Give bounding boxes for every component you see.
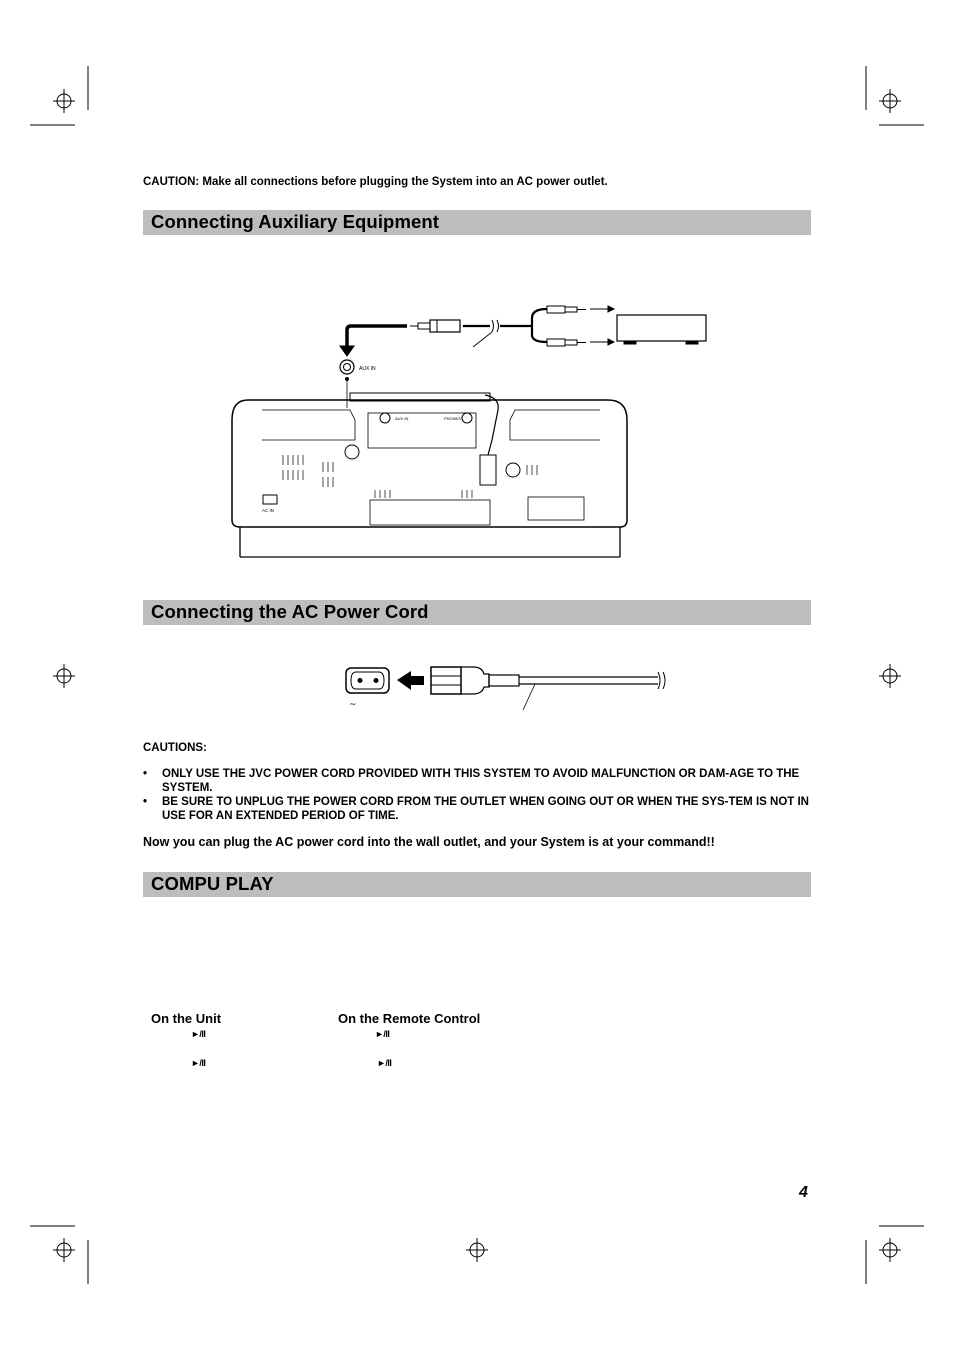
- aux-connection-diagram: [232, 306, 706, 557]
- aux-in-label: AUX IN: [359, 366, 376, 372]
- unit-aux-in-label: AUX IN: [395, 416, 409, 421]
- on-unit-heading: On the Unit: [151, 1011, 222, 1026]
- play-pause-icon: ►/II: [377, 1058, 392, 1068]
- unit-phones-label: PHONES: [444, 416, 461, 421]
- play-pause-icon: ►/II: [191, 1029, 206, 1039]
- play-pause-icon: ►/II: [375, 1029, 390, 1039]
- cautions-heading: CAUTIONS:: [143, 742, 207, 754]
- on-remote-heading: On the Remote Control: [338, 1011, 481, 1026]
- caution-item: • ONLY USE THE JVC POWER CORD PROVIDED WITH THIS SYSTEM TO AVOID MALFUNCTION OR DAM-AGE TO THE SYSTEM.: [143, 767, 811, 795]
- cautions-list: [143, 767, 811, 823]
- section-header-compu-play: [143, 872, 811, 897]
- svg-text:~: ~: [349, 700, 357, 710]
- page-number: 4: [799, 1184, 808, 1201]
- play-pause-icon: ►/II: [191, 1058, 206, 1068]
- crop-marks: [30, 66, 924, 1284]
- caution-item: • BE SURE TO UNPLUG THE POWER CORD FROM THE OUTLET WHEN GOING OUT OR WHEN THE SYS-TEM IS NOT IN USE FOR AN EXTENDED PERIOD OF TIME.: [143, 795, 811, 823]
- section-title-ac: Connecting the AC Power Cord: [151, 601, 429, 622]
- unit-ac-in-label: AC IN: [262, 508, 275, 513]
- plug-in-note: Now you can plug the AC power cord into the wall outlet, and your System is at your command!!: [143, 835, 715, 849]
- section-header-ac: [143, 600, 811, 625]
- section-header-aux: [143, 210, 811, 235]
- caution-notice: CAUTION: Make all connections before plugging the System into an AC power outlet.: [143, 176, 608, 188]
- ac-cord-diagram: [346, 667, 665, 710]
- section-title-compu-play: COMPU PLAY: [151, 873, 274, 894]
- section-title-aux: Connecting Auxiliary Equipment: [151, 211, 440, 232]
